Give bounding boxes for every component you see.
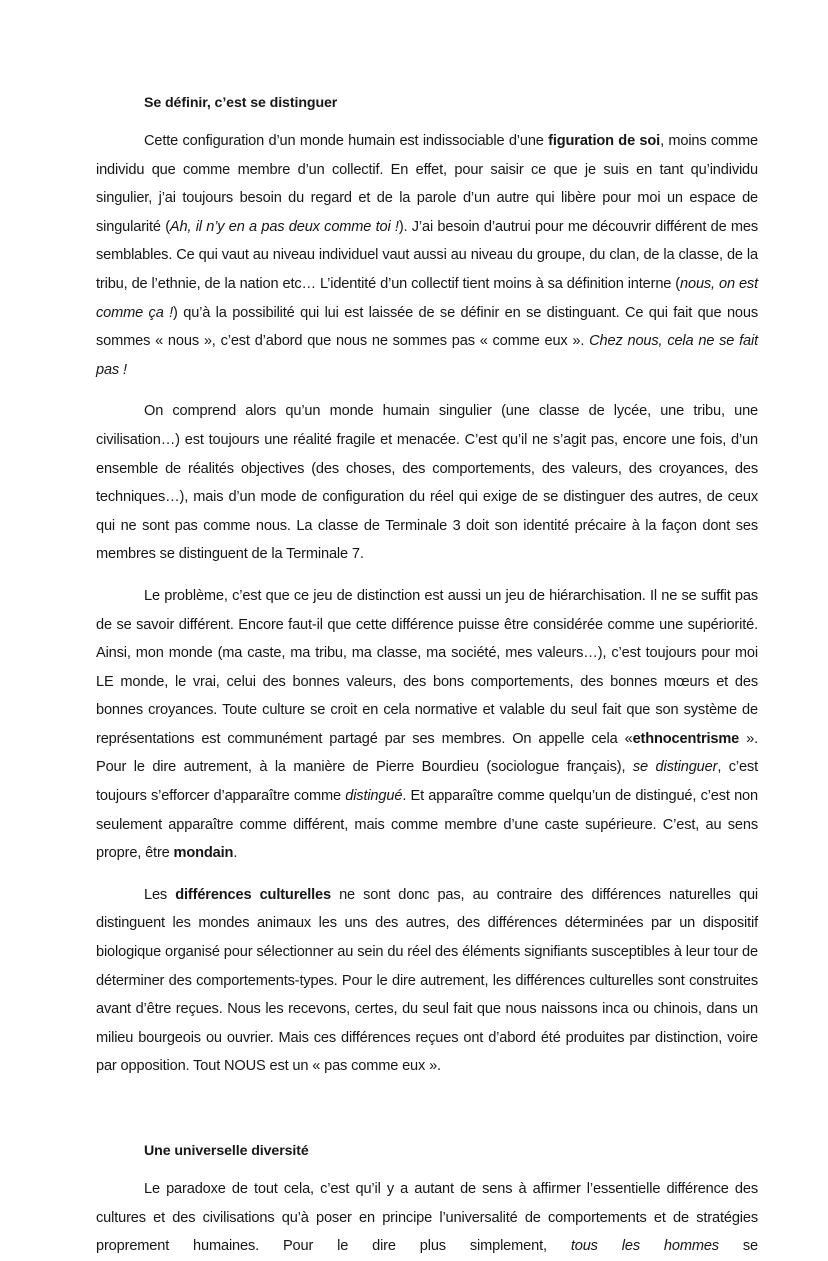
paragraph-5 [96,1175,758,1261]
emphasis-italic: Chez nous, cela ne se fait pas ! [96,333,758,378]
paragraph-3 [96,582,758,868]
document-body [96,93,758,1261]
emphasis-bold: figuration de soi [548,133,661,149]
text-run: Le problème, c’est que ce jeu de distinction est aussi un jeu de hiérarchisation. Il ne se suffit pas de se savoir différent. Encore faut-il que cette différence puisse être considérée comme une supériorité. Ainsi, mon monde (ma caste, ma tribu, ma classe, ma société, mes valeurs…), c’est toujours pour moi LE monde, le vrai, celui des bonnes valeurs, des bons comportements, des bonnes mœurs et des bonnes croyances. Toute culture se croit en cela normative et valable du seul fait que son système de représentations est communément partagé par ses membres. On appelle cela « [96,587,758,747]
emphasis-bold: ethnocentrisme [632,730,740,747]
text-run: On comprend alors qu’un monde humain singulier (une classe de lycée, une tribu, une civilisation…) est toujours une réalité fragile et menacée. C’est qu’il ne s’agit pas, encore une fois, d’un ensemble de réalités objectives (des choses, des comportements, des valeurs, des croyances, des techniques…), mais d’un mode de configuration du réel qui exige de se distinguer des autres, de ceux qui ne sont pas comme nous. La classe de Terminale 3 doit son identité précaire à la façon dont ses membres se distinguent de la Terminale 7. [96,403,758,563]
text-run: , c’est toujours s’efforcer d’apparaître comme [96,759,758,805]
text-run: . Et apparaître comme quelqu’un de distingué, c’est non seulement apparaître comme différent, mais comme membre d’une caste supérieure. C’est, au sens propre, être [96,788,758,862]
paragraph-1 [96,127,758,384]
text-run: . [233,845,238,862]
emphasis-bold: différences culturelles [175,886,331,903]
text-run: se [718,1238,758,1255]
text-run: ne sont donc pas, au contraire des différences naturelles qui distinguent les mondes animaux les uns des autres, des différences déterminées par un dispositif biologique organisé pour sélectionner au sein du réel des éléments signifiants susceptibles à leur tour de déterminer des comportements-types. Pour le dire autrement, les différences culturelles sont construites avant d’être reçues. Nous les recevons, certes, du seul fait que nous naissons inca ou chinois, dans un milieu bourgeois ou ouvrier. Mais ces différences reçues ont d’abord été produites par distinction, voire par opposition. Tout NOUS est un « pas comme eux ». [96,886,759,1075]
paragraph-4 [96,881,758,1081]
emphasis-bold: mondain [173,845,234,862]
emphasis-italic: tous les hommes [570,1238,719,1255]
text-run: ) qu’à la possibilité qui lui est laissée de se définir en se distinguant. Ce qui fait que nous sommes « nous », c’est d’abord que nous ne sommes pas « comme eux ». [96,304,759,350]
section-heading-2: Une universelle diversité [144,1143,309,1159]
text-run: ». Pour le dire autrement, à la manière de Pierre Bourdieu (sociologue français), [96,730,759,776]
section-spacer [96,1094,758,1141]
emphasis-italic: Ah, il n’y en a pas deux comme toi ! [169,218,399,235]
emphasis-italic: se distinguer [632,759,718,776]
text-run: ). J’ai besoin d’autrui pour me découvrir différent de mes semblables. Ce qui vaut au niveau individuel vaut aussi au niveau du groupe, du clan, de la classe, de la tribu, de l’ethnie, de la nation etc… L’identité d’un collectif tient moins à sa définition interne ( [96,218,758,292]
emphasis-italic: nous, on est comme ça ! [96,275,758,321]
section-heading-1: Se définir, c’est se distinguer [144,95,338,111]
text-run: Cette configuration d’un monde humain est indissociable d’une [144,133,549,149]
text-run: , moins comme individu que comme membre d’un collectif. En effet, pour saisir ce que je suis en tant qu’individu singulier, j’ai toujours besoin du regard et de la parole d’un autre qui libère pour moi un espace de singularité ( [96,133,758,235]
paragraph-2 [96,397,758,569]
text-run: Le paradoxe de tout cela, c’est qu’il y a autant de sens à affirmer l’essentielle différence des cultures et des civilisations qu’à poser en principe l’universalité de comportements et de stratégies proprement humaines. Pour le dire plus simplement, [96,1181,758,1255]
text-run: Les [144,886,176,903]
emphasis-italic: distingué [345,788,403,805]
